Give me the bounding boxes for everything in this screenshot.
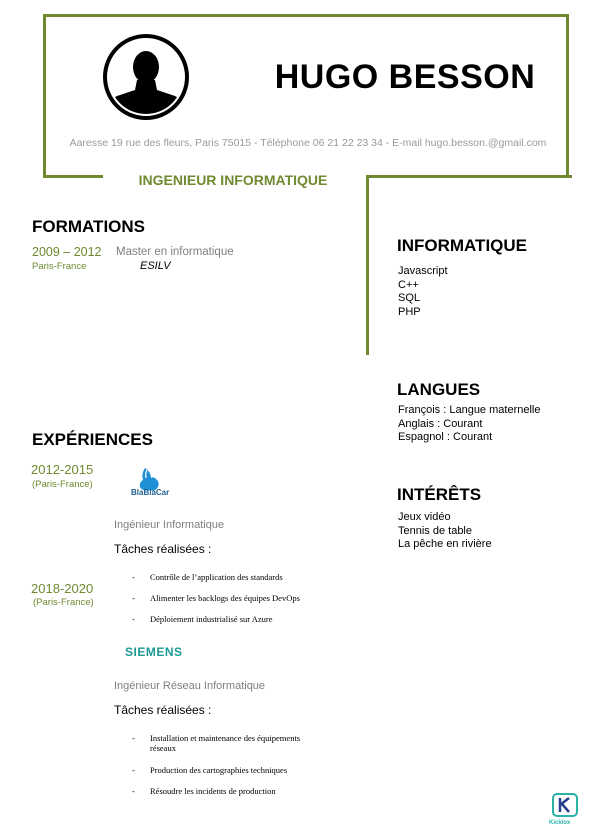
task-item: - Contrôle de l’application des standards — [150, 572, 300, 582]
interest-item: La pêche en rivière — [398, 538, 492, 550]
avatar-icon — [103, 34, 189, 120]
experience-2-role: Ingénieur Réseau Informatique — [114, 680, 266, 692]
experiences-heading: EXPÉRIENCES — [32, 430, 153, 449]
task-item: - Déploiement industrialisé sur Azure — [150, 614, 300, 624]
task-item: - Installation et maintenance des équipements — [150, 733, 300, 743]
experience-1-location: (Paris-France) — [32, 479, 93, 490]
experience-2-years: 2018-2020 — [31, 581, 94, 596]
blablacar-logo-text: BlaBlaCar — [131, 488, 170, 497]
langues-heading: LANGUES — [397, 380, 481, 399]
task-item: - Production des cartographies techniques — [150, 765, 300, 775]
skill-item: C++ — [398, 278, 419, 291]
skill-item: PHP — [398, 305, 421, 318]
contact-line: Aaresse 19 rue des fleurs, Paris 75015 - Téléphone 06 21 22 23 34 - E-mail hugo.besson.@gmail.com — [69, 137, 547, 149]
column-divider — [366, 175, 369, 355]
experience-1-tasks-label: Tâches réalisées : — [114, 542, 212, 556]
job-title: INGENIEUR INFORMATIQUE — [138, 172, 328, 188]
skill-item: Javascript — [398, 265, 448, 277]
interest-item: Jeux vidéo — [398, 511, 451, 523]
formation-school: ESILV — [140, 260, 171, 272]
langues-list — [398, 404, 540, 445]
task-item-continued: réseaux — [150, 743, 176, 753]
interets-list — [398, 511, 492, 552]
header-frame-bottom-right — [366, 175, 572, 178]
experience-1-tasks — [150, 572, 300, 624]
formations-heading: FORMATIONS — [32, 217, 146, 236]
formation-degree: Master en informatique — [116, 246, 234, 258]
experience-2-tasks-label: Tâches réalisées : — [114, 703, 212, 717]
language-item: Anglais : Courant — [398, 417, 483, 430]
task-item: - Alimenter les backlogs des équipes DevOps — [150, 593, 300, 603]
interets-heading: INTÉRÊTS — [397, 485, 482, 504]
experience-2-location: (Paris-France) — [33, 597, 94, 608]
language-item: Espagnol : Courant — [398, 431, 493, 443]
experience-2-tasks — [150, 733, 300, 796]
header-frame-bottom-left — [43, 175, 103, 178]
interest-item: Tennis de table — [398, 524, 472, 537]
informatique-heading: INFORMATIQUE — [397, 236, 528, 255]
language-item: François : Langue maternelle — [398, 404, 541, 416]
task-item: - Résoudre les incidents de production — [150, 786, 300, 796]
kicklox-logo-text: Kicklox — [549, 820, 571, 826]
formation-location: Paris-France — [32, 261, 87, 272]
experience-1-years: 2012-2015 — [31, 462, 94, 477]
skill-item: SQL — [398, 292, 421, 304]
formation-years: 2009 – 2012 — [32, 245, 102, 259]
siemens-logo: SIEMENS — [125, 645, 183, 659]
kicklox-logo-icon — [552, 793, 578, 819]
experience-1-role: Ingénieur Informatique — [114, 519, 225, 531]
informatique-list — [398, 265, 448, 319]
candidate-name: HUGO BESSON — [274, 58, 536, 96]
